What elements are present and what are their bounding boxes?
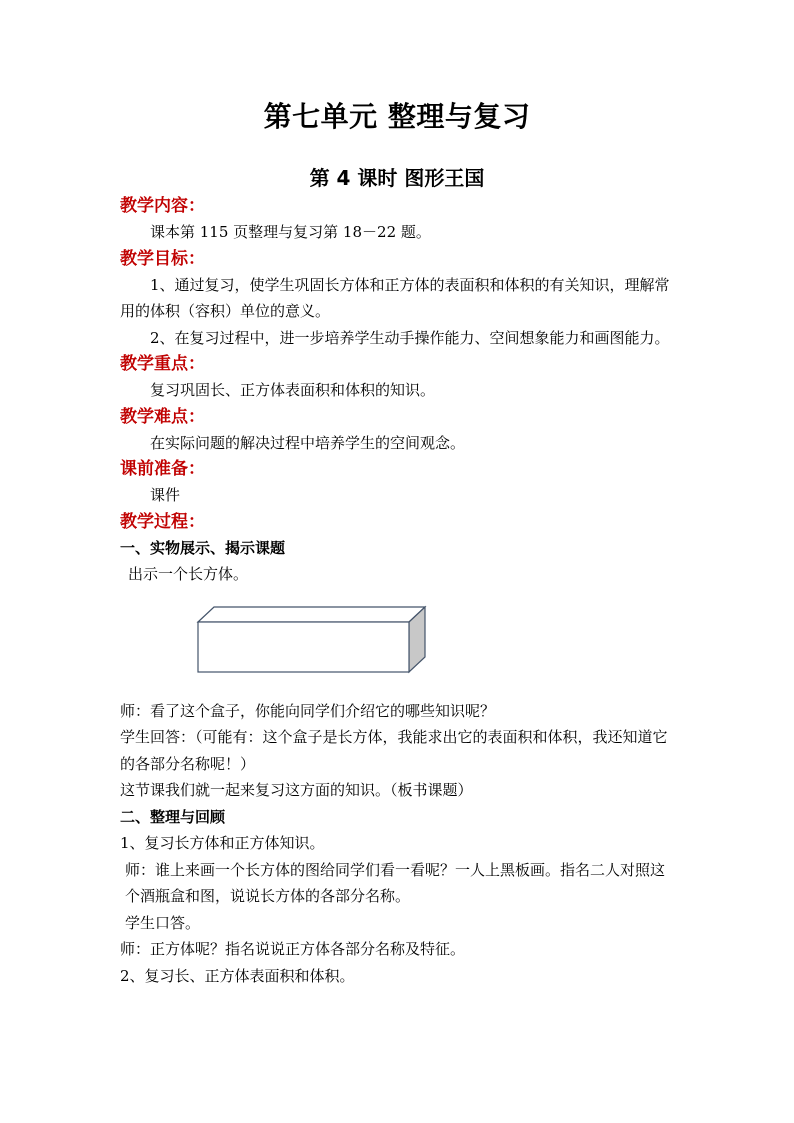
- teacher-question-2: 师：谁上来画一个长方体的图给同学们看一看呢？一人上黑板画。指名二人对照这个酒瓶盒和图，说说长方体的各部分名称。: [125, 860, 666, 905]
- content-text: 课本第 115 页整理与复习第 18－22 题。: [150, 223, 431, 241]
- cuboid-front-face: [198, 622, 409, 672]
- difficulty-text: 在实际问题的解决过程中培养学生的空间观念。: [150, 433, 466, 452]
- goal-item-1: 1、通过复习，使学生巩固长方体和正方体的表面积和体积的有关知识，理解常用的体积（容积）单位的意义。: [120, 275, 670, 320]
- goal-item-2: 2、在复习过程中，进一步培养学生动手操作能力、空间想象能力和画图能力。: [150, 328, 670, 347]
- cuboid-figure: [120, 588, 676, 698]
- document-body: [120, 193, 676, 989]
- teacher-question-3: 师：正方体呢？指名说说正方体各部分名称及特征。: [120, 940, 466, 958]
- step2-heading: 二、整理与回顾: [120, 807, 226, 826]
- preparation-heading: 课前准备：: [120, 459, 205, 479]
- key-points-heading: 教学重点：: [120, 354, 205, 374]
- cuboid-drawing: [194, 602, 434, 678]
- step1-heading: 一、实物展示、揭示课题: [120, 538, 286, 557]
- difficulty-heading: 教学难点：: [120, 406, 205, 427]
- teacher-question-1: 师：看了这个盒子，你能向同学们介绍它的哪些知识呢？: [120, 701, 496, 720]
- preparation-text: 课件: [150, 486, 181, 504]
- step1-text: 出示一个长方体。: [128, 565, 249, 583]
- review-item-1: 1、复习长方体和正方体知识。: [120, 834, 325, 852]
- review-item-2: 2、复习长、正方体表面积和体积。: [120, 966, 355, 985]
- student-answer-1: 学生回答：（可能有：这个盒子是长方体，我能求出它的表面积和体积，我还知道它的各部分名称呢！）: [120, 728, 668, 773]
- document-title: 第七单元 整理与复习: [263, 100, 531, 133]
- student-answer-2: 学生口答。: [125, 913, 201, 932]
- lesson-subtitle: 第 4 课时 图形王国: [309, 166, 485, 190]
- key-points-text: 复习巩固长、正方体表面积和体积的知识。: [150, 381, 436, 399]
- lesson-intro: 这节课我们就一起来复习这方面的知识。（板书课题）: [120, 781, 473, 799]
- cuboid-top-face: [198, 607, 425, 622]
- goals-heading: 教学目标：: [120, 248, 205, 269]
- content-heading: 教学内容：: [120, 196, 205, 216]
- process-heading: 教学过程：: [120, 511, 205, 532]
